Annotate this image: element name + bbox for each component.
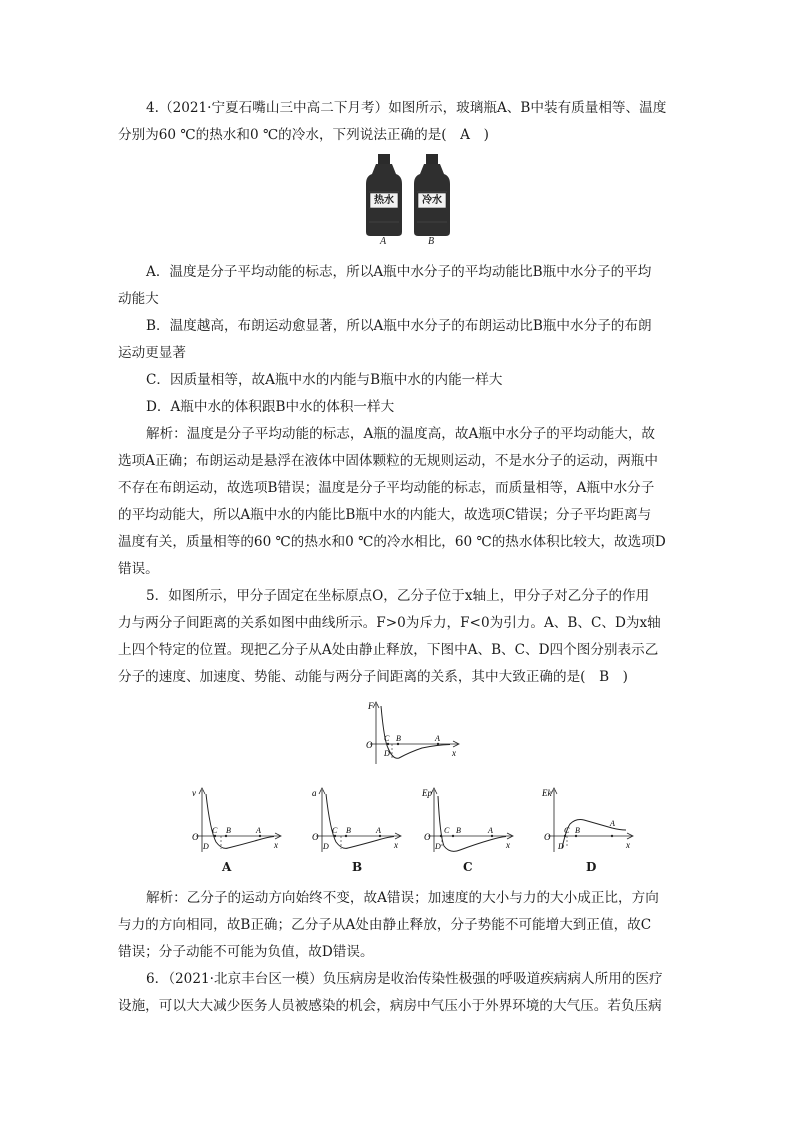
graph-d-c: C <box>564 826 570 835</box>
graph-d-x: x <box>626 840 630 850</box>
force-distance-graph <box>362 700 462 766</box>
graph-a-y-label: v <box>192 788 196 798</box>
bottle-a-label: 热水 <box>374 195 394 206</box>
graph-d-caption: D <box>586 860 597 874</box>
force-curve <box>381 706 450 758</box>
graph-c-c: C <box>444 826 450 835</box>
q4-stem-line2: 分别为60 ℃的热水和0 ℃的冷水，下列说法正确的是( A ) <box>118 127 489 143</box>
potential-energy-curve <box>438 796 506 851</box>
q5-stem-line1: 5．如图所示，甲分子固定在坐标原点O，乙分子位于x轴上，甲分子对乙分子的作用 <box>146 588 650 604</box>
bottle-a-caption: A <box>380 236 387 247</box>
graph-c-d: D <box>435 842 441 851</box>
q4-stem-line1: 4.（2021·宁夏石嘴山三中高二下月考）如图所示，玻璃瓶A、B中装有质量相等、温度 <box>146 100 667 116</box>
graph-c-origin: O <box>424 832 431 842</box>
q4-option-b-line2: 运动更显著 <box>118 345 186 361</box>
bottle-b-caption: B <box>428 236 435 247</box>
graph-d-d: D <box>558 842 564 851</box>
bottle-b-label: 冷水 <box>422 195 442 206</box>
q5-explanation-line3: 错误；分子动能不可能为负值，故D错误。 <box>118 944 374 960</box>
graph-b-caption: B <box>352 860 363 874</box>
q5-explanation-line2: 与力的方向相同，故B正确；乙分子从A处由静止释放，分子势能不可能增大到正值，故C <box>118 917 652 933</box>
q5-explanation-line1: 解析：乙分子的运动方向始终不变，故A错误；加速度的大小与力的大小成正比，方向 <box>146 890 659 906</box>
q4-explanation-line2: 选项A正确；布朗运动是悬浮在液体中固体颗粒的无规则运动，不是水分子的运动，两瓶中 <box>118 453 658 469</box>
velocity-curve <box>206 794 274 848</box>
graph-a-x: x <box>274 840 278 850</box>
graph-b-a: A <box>376 826 381 835</box>
q5-stem-line2: 力与两分子间距离的关系如图中曲线所示。F>0为斥力，F<0为引力。A、B、C、D为x轴 <box>118 615 661 631</box>
graph-c-x: x <box>506 840 510 850</box>
q4-explanation-line5: 温度有关，质量相等的60 ℃的热水和0 ℃的冷水相比，60 ℃的热水体积比较大，故选项D <box>118 534 666 550</box>
q6-stem-line1: 6．（2021·北京丰台区一模）负压病房是收治传染性极强的呼吸道疾病病人所用的医疗 <box>146 971 663 987</box>
q5-stem-line3: 上四个特定的位置。现把乙分子从A处由静止释放，下图中A、B、C、D四个图分别表示乙 <box>118 642 659 658</box>
graph-d-y-label: Ek <box>542 788 552 798</box>
graph-a-a: A <box>256 826 261 835</box>
q4-explanation-line6: 错误。 <box>118 561 159 577</box>
acceleration-curve <box>326 794 394 848</box>
q4-option-d: D．A瓶中水的体积跟B中水的体积一样大 <box>146 399 395 415</box>
graph-d-a: A <box>610 819 615 828</box>
graph-d-kinetic-energy <box>540 786 636 854</box>
point-b-label: B <box>396 734 401 743</box>
q5-stem-line4: 分子的速度、加速度、势能、动能与两分子间距离的关系，其中大致正确的是( B ) <box>118 669 628 685</box>
graph-b-acceleration <box>308 786 404 854</box>
point-a-label: A <box>435 734 440 743</box>
graph-c-a: A <box>488 826 493 835</box>
q4-explanation-line3: 不存在布朗运动，故选项B错误；温度是分子平均动能的标志，而质量相等，A瓶中水分子 <box>118 480 655 496</box>
graph-b-origin: O <box>312 832 319 842</box>
graph-a-c: C <box>212 826 218 835</box>
q4-explanation-line1: 解析：温度是分子平均动能的标志，A瓶的温度高，故A瓶中水分子的平均动能大，故 <box>146 426 656 442</box>
graph-a-velocity <box>188 786 284 854</box>
graph-b-d: D <box>323 842 329 851</box>
graph-b-x: x <box>394 840 398 850</box>
kinetic-energy-curve <box>562 820 626 849</box>
graph-b-y-label: a <box>312 788 317 798</box>
graph-a-b: B <box>226 826 231 835</box>
x-axis-label: x <box>452 748 456 758</box>
graph-c-caption: C <box>463 860 473 874</box>
q4-option-c: C．因质量相等，故A瓶中水的内能与B瓶中水的内能一样大 <box>146 372 503 388</box>
q4-option-a-line1: A．温度是分子平均动能的标志，所以A瓶中水分子的平均动能比B瓶中水分子的平均 <box>146 264 652 280</box>
point-c-label: C <box>384 734 390 743</box>
q6-stem-line2: 设施，可以大大减少医务人员被感染的机会，病房中气压小于外界环境的大气压。若负压病 <box>118 998 662 1014</box>
graph-b-c: C <box>332 826 338 835</box>
graph-c-y-label: Ep <box>422 788 432 798</box>
q4-explanation-line4: 的平均动能大，所以A瓶中水的内能比B瓶中水的内能大，故选项C错误；分子平均距离与 <box>118 507 652 523</box>
point-d-label: D <box>384 749 390 758</box>
graph-b-b: B <box>346 826 351 835</box>
graph-a-d: D <box>203 842 209 851</box>
origin-label: O <box>366 740 373 750</box>
graph-c-b: B <box>456 826 461 835</box>
graph-d-origin: O <box>544 832 551 842</box>
q4-option-a-line2: 动能大 <box>118 291 159 307</box>
q4-option-b-line1: B．温度越高，布朗运动愈显著，所以A瓶中水分子的布朗运动比B瓶中水分子的布朗 <box>146 318 652 334</box>
f-axis-label: F <box>368 701 374 711</box>
graph-c-potential-energy <box>420 786 516 854</box>
graph-d-b: B <box>575 826 580 835</box>
graph-a-origin: O <box>192 832 199 842</box>
graph-a-caption: A <box>222 860 232 874</box>
